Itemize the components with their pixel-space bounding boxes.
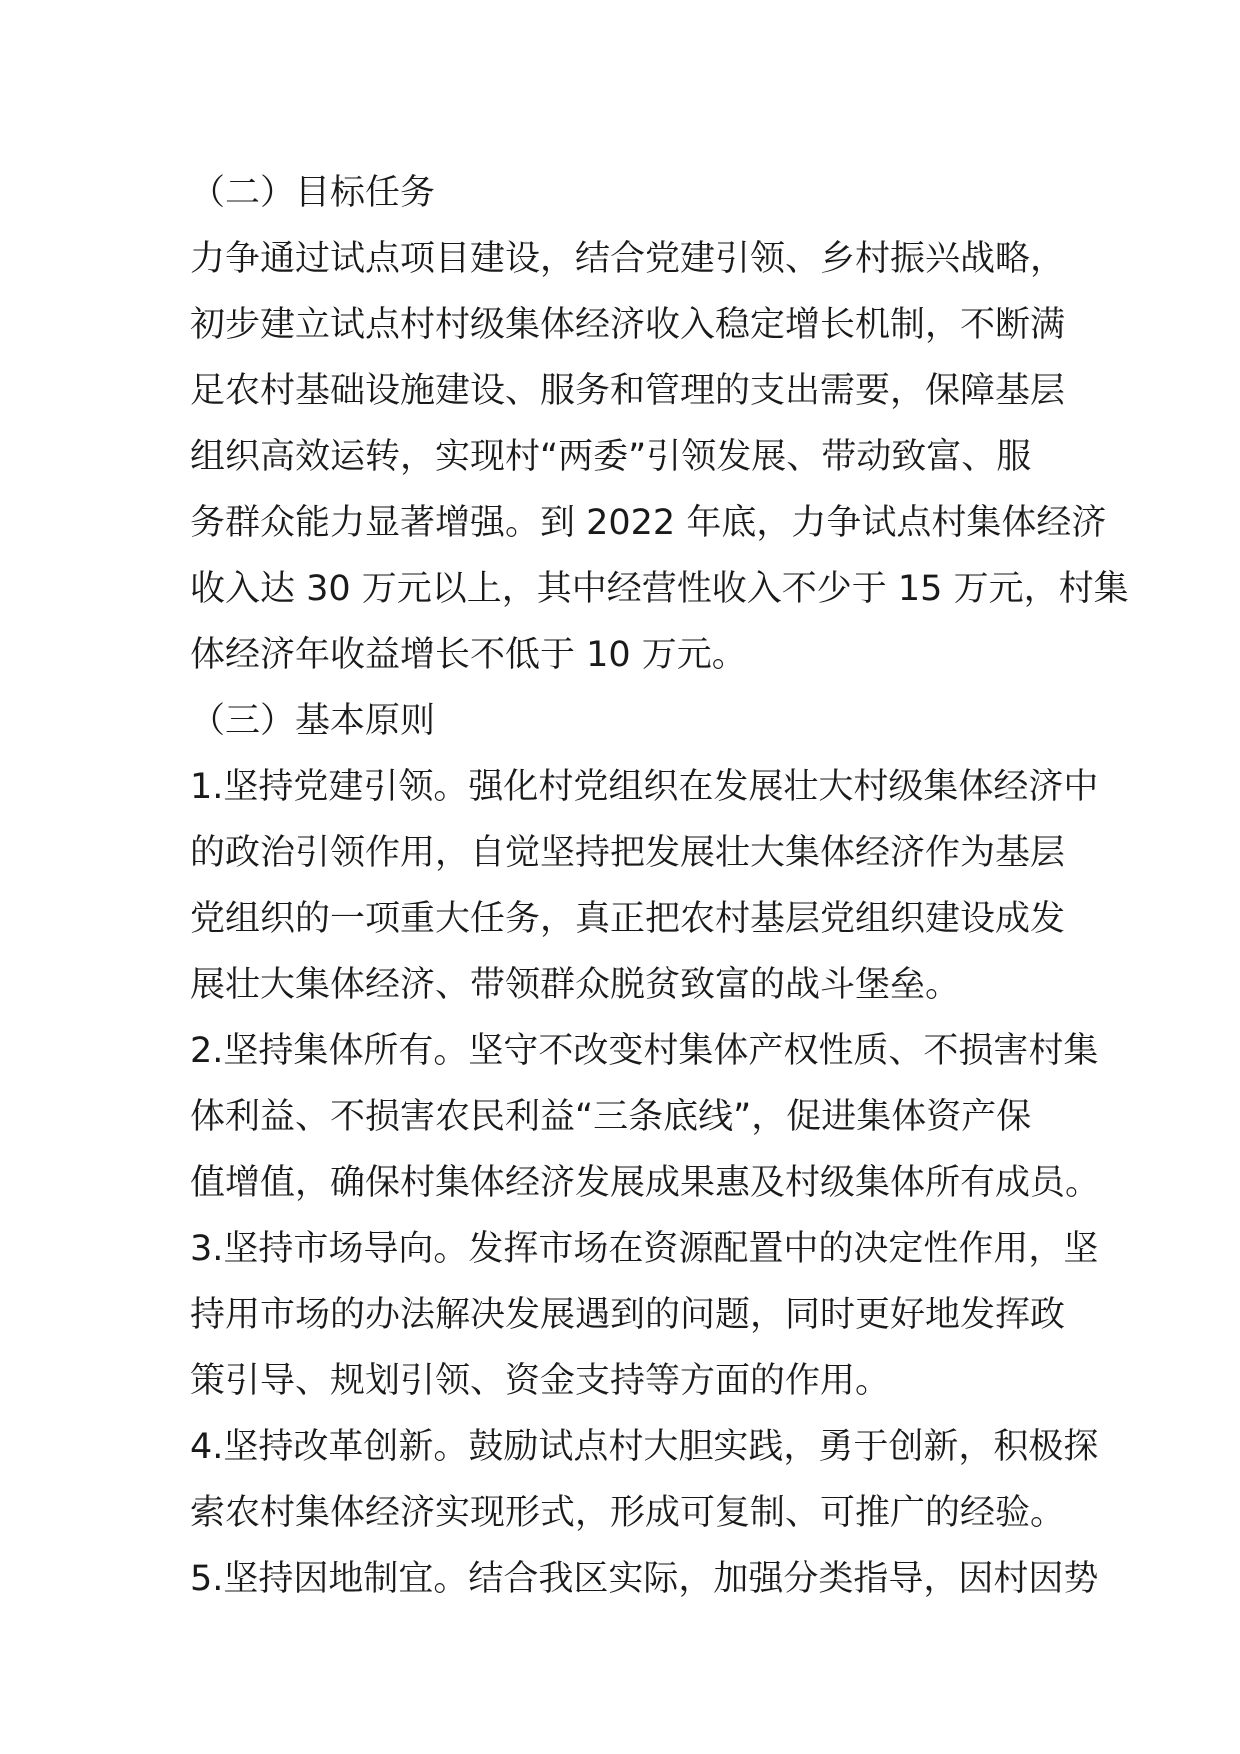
paragraph-line: 3.坚持市场导向。发挥市场在资源配置中的决定性作用，坚	[190, 1229, 1099, 1269]
paragraph-line: 5.坚持因地制宜。结合我区实际，加强分类指导，因村因势	[190, 1559, 1099, 1599]
section-heading-targets: （二）目标任务	[190, 173, 436, 213]
paragraph-line: 收入达 30 万元以上，其中经营性收入不少于 15 万元，村集	[190, 569, 1129, 609]
paragraph-line: 值增值，确保村集体经济发展成果惠及村级集体所有成员。	[190, 1163, 1101, 1203]
paragraph-line: 策引导、规划引领、资金支持等方面的作用。	[190, 1361, 891, 1401]
paragraph-line: 展壮大集体经济、带领群众脱贫致富的战斗堡垒。	[190, 965, 961, 1005]
paragraph-line: 持用市场的办法解决发展遇到的问题，同时更好地发挥政	[190, 1295, 1066, 1335]
paragraph-line: 体利益、不损害农民利益“三条底线”，促进集体资产保	[190, 1097, 1032, 1137]
paragraph-line: 党组织的一项重大任务，真正把农村基层党组织建设成发	[190, 899, 1066, 939]
paragraph-line: 的政治引领作用，自觉坚持把发展壮大集体经济作为基层	[190, 833, 1066, 873]
section-heading-principles: （三）基本原则	[190, 701, 436, 741]
document-page	[190, 160, 1129, 1612]
paragraph-line: 4.坚持改革创新。鼓励试点村大胆实践，勇于创新，积极探	[190, 1427, 1099, 1467]
paragraph-line: 体经济年收益增长不低于 10 万元。	[190, 635, 747, 675]
paragraph-line: 足农村基础设施建设、服务和管理的支出需要，保障基层	[190, 371, 1066, 411]
paragraph-line: 组织高效运转，实现村“两委”引领发展、带动致富、服	[190, 437, 1032, 477]
paragraph-line: 务群众能力显著增强。到 2022 年底，力争试点村集体经济	[190, 503, 1107, 543]
paragraph-line: 2.坚持集体所有。坚守不改变村集体产权性质、不损害村集	[190, 1031, 1099, 1071]
paragraph-line: 力争通过试点项目建设，结合党建引领、乡村振兴战略，	[190, 239, 1066, 279]
paragraph-line: 初步建立试点村村级集体经济收入稳定增长机制，不断满	[190, 305, 1066, 345]
paragraph-line: 索农村集体经济实现形式，形成可复制、可推广的经验。	[190, 1493, 1066, 1533]
paragraph-line: 1.坚持党建引领。强化村党组织在发展壮大村级集体经济中	[190, 767, 1099, 807]
